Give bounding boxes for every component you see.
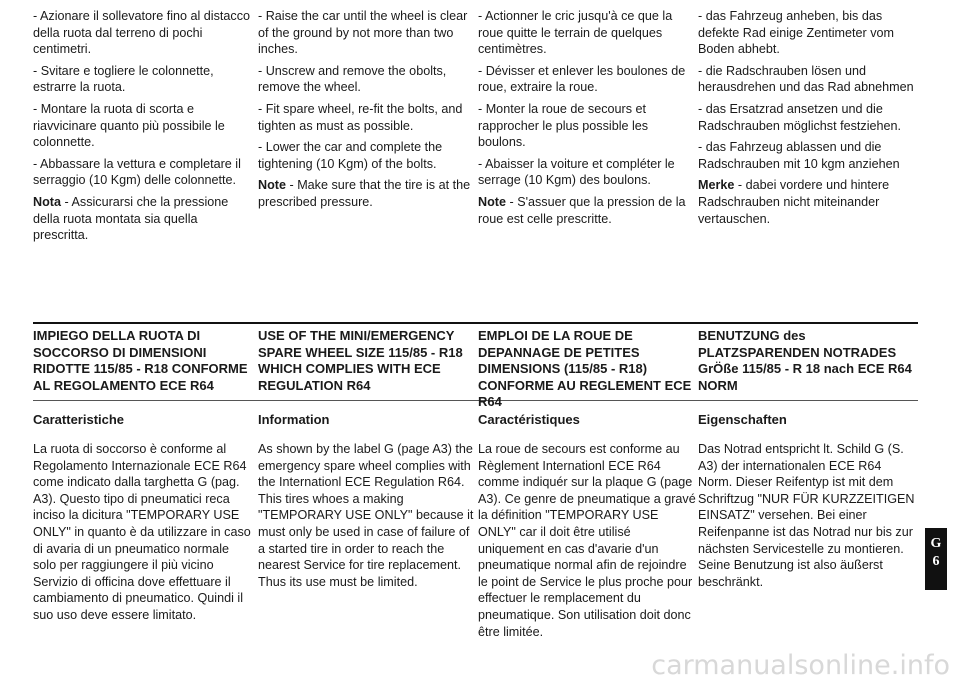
sub-heading: Information bbox=[258, 412, 330, 427]
step-text: - Monter la roue de secours et rapprocher le plus possible les boulons. bbox=[478, 101, 649, 150]
note-label: Nota bbox=[33, 194, 61, 209]
step-text: - Abaisser la voiture et compléter le serrage (10 Kgm) des boulons. bbox=[478, 156, 675, 188]
steps-german bbox=[698, 8, 918, 232]
step-text: - Raise the car until the wheel is clear of the ground by not more than two inches. bbox=[258, 9, 468, 57]
steps-english bbox=[258, 8, 478, 216]
section-rule-bottom bbox=[33, 400, 918, 401]
step-text: - Montare la ruota di scorta e riavvicinare quanto più possibile le colonnette. bbox=[33, 101, 225, 150]
step-text: - Azionare il sollevatore fino al distacco della ruota dal terreno di pochi centimetri. bbox=[33, 9, 251, 57]
sub-heading: Caractéristiques bbox=[478, 412, 580, 427]
steps-italian bbox=[33, 8, 253, 249]
watermark: carmanualsonline.info bbox=[651, 650, 950, 681]
step-text: - Dévisser et enlever les boulones de roue, extraire la roue. bbox=[478, 63, 686, 95]
step-text: - Lower the car and complete the tightening (10 Kgm) of the bolts. bbox=[258, 140, 443, 171]
note-paragraph bbox=[698, 177, 918, 227]
note-paragraph bbox=[478, 194, 698, 227]
step-text: - das Fahrzeug anheben, bis das defekte Rad einige Zentimeter vom Boden abhebt. bbox=[698, 9, 895, 57]
step-text: - Svitare e togliere le colonnette, estrarre la ruota. bbox=[33, 63, 214, 95]
body-text: La ruota di soccorso è conforme al Regolamento Internazionale ECE R64 come indicato dalla targhetta G (pag. A3). Questo tipo di pneumatici reca inciso la dicitura "TEMPORARY USE ONLY" in quanto è da utilizzare in caso di avaria di un pneumatico normale solo per raggiungere il più vicino Servizio di officina dove effettuare il cambiamento di pneumatico. Quindi il suo uso deve essere limitato. bbox=[33, 442, 251, 622]
section-heading-english: USE OF THE MINI/EMERGENCY SPARE WHEEL SIZE 115/85 - R18 WHICH COMPLIES WITH ECE REGULATION R64 bbox=[258, 328, 463, 393]
note-text: - S'assuer que la pression de la roue est celle prescritte. bbox=[478, 194, 686, 226]
step-text: - das Fahrzeug ablassen und die Radschrauben mit 10 kgm anziehen bbox=[698, 140, 900, 171]
note-paragraph bbox=[33, 194, 253, 244]
body-text: La roue de secours est conforme au Règlement Internationl ECE R64 comme indiquér sur la plaque G (page A3). Ce genre de pneumatique a gravé la définition "TEMPORARY USE ONLY" car il doit être utilisé uniquement en cas d'avarie d'un pneumatique normal afin de rejoindre le point de Service le plus proche pour effectuer le remplacement du pneumatique. Son utilisation doit donc être limitée. bbox=[478, 442, 696, 639]
note-text: - Make sure that the tire is at the prescribed pressure. bbox=[258, 178, 471, 209]
section-tab-number: 6 bbox=[932, 554, 940, 569]
note-text: - Assicurarsi che la pressione della ruota montata sia quella prescritta. bbox=[33, 194, 229, 243]
note-paragraph bbox=[258, 177, 478, 210]
step-text: - Fit spare wheel, re-fit the bolts, and tighten as must as possible. bbox=[258, 101, 463, 133]
note-label: Note bbox=[258, 178, 286, 193]
section-rule-top bbox=[33, 322, 918, 324]
section-heading-german: BENUTZUNG des PLATZSPARENDEN NOTRADES GrÖße 115/85 - R 18 nach ECE R64 NORM bbox=[698, 328, 912, 393]
body-italian bbox=[33, 412, 253, 624]
step-text: - Unscrew and remove the obolts, remove the wheel. bbox=[258, 63, 447, 95]
sub-heading: Eigenschaften bbox=[698, 412, 787, 427]
body-text: Das Notrad entspricht lt. Schild G (S. A3) der internationalen ECE R64 Norm. Dieser Reifentyp ist mit dem Schriftzug "NUR FÜR KURZZEITIGEN EINSATZ" versehen. Bei einer Reifenpanne ist das Notrad nur bis zur nächsten Servicestelle zu montieren. Seine Benutzung ist also äußerst beschränkt. bbox=[698, 442, 915, 589]
section-tab bbox=[925, 528, 947, 590]
step-text: - Abbassare la vettura e completare il serraggio (10 Kgm) delle colonnette. bbox=[33, 156, 241, 188]
sub-heading: Caratteristiche bbox=[33, 412, 125, 427]
section-heading-italian: IMPIEGO DELLA RUOTA DI SOCCORSO DI DIMENSIONI RIDOTTE 115/85 - R18 CONFORME AL REGOLAMENTO ECE R64 bbox=[33, 328, 248, 393]
steps-french bbox=[478, 8, 698, 232]
step-text: - Actionner le cric jusqu'à ce que la roue quitte le terrain de quelques centimètres. bbox=[478, 9, 673, 57]
body-english bbox=[258, 412, 478, 590]
note-label: Merke bbox=[698, 178, 735, 193]
note-text: - dabei vordere und hintere Radschrauben nicht miteinander vertauschen. bbox=[698, 178, 890, 226]
section-heading-french: EMPLOI DE LA ROUE DE DEPANNAGE DE PETITES DIMENSIONS (115/85 - R18) CONFORME AU REGLEMENT ECE R64 bbox=[478, 328, 692, 409]
step-text: - das Ersatzrad ansetzen und die Radschrauben möglichst festziehen. bbox=[698, 101, 902, 133]
body-french bbox=[478, 412, 698, 640]
note-label: Note bbox=[478, 194, 506, 209]
body-german bbox=[698, 412, 918, 590]
step-text: - die Radschrauben lösen und herausdrehen und das Rad abnehmen bbox=[698, 63, 914, 95]
body-text: As shown by the label G (page A3) the emergency spare wheel complies with the Internationl ECE Regulation R64. This tires whoes a making "TEMPORARY USE ONLY" because it must only be used in case of failure of a started tire in order to reach the nearest Service for tire replacement. Thus its use must be limited. bbox=[258, 442, 474, 589]
section-tab-letter: G bbox=[930, 536, 942, 551]
